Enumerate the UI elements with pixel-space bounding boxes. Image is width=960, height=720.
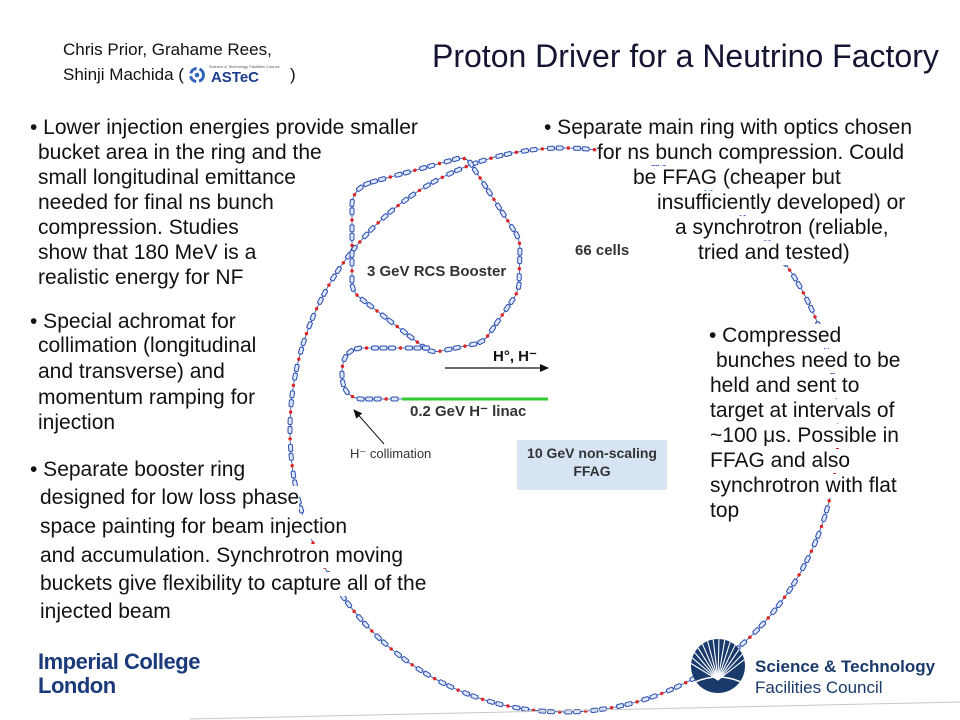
booster-magnet [517, 274, 521, 281]
ring-magnet [752, 627, 760, 635]
ring-magnet [306, 321, 312, 329]
booster-magnet [494, 318, 501, 326]
booster-marker [350, 244, 353, 247]
left-bullet-1-line: small longitudinal emittance [38, 166, 296, 189]
booster-marker [416, 340, 419, 343]
ring-magnet [674, 683, 682, 690]
ring-magnet [650, 693, 658, 699]
ffag-box [517, 440, 667, 490]
ring-magnet [321, 289, 328, 297]
left-bullet-3-line: space painting for beam injection [40, 515, 348, 538]
ring-magnet [301, 338, 307, 346]
ring-marker [481, 698, 484, 701]
collimation-label: H⁻ collimation [350, 446, 432, 461]
booster-marker [353, 193, 356, 196]
injection-magnet [340, 379, 345, 387]
ring-magnet [547, 146, 554, 150]
ring-magnet [800, 563, 807, 571]
ring-magnet [446, 170, 454, 177]
ring-magnet [758, 621, 766, 629]
ring-magnet [291, 471, 296, 479]
ring-magnet [599, 707, 607, 712]
injection-marker [384, 397, 387, 400]
ring-magnet [368, 225, 376, 233]
booster-magnet [356, 184, 364, 192]
ring-magnet [408, 192, 416, 199]
booster-marker [389, 175, 392, 178]
booster-magnet [407, 333, 415, 340]
ring-magnet [288, 427, 292, 434]
astec-name: ASTeC [210, 69, 260, 86]
right-bullet-1-line: insufficiently developed) or [657, 191, 906, 214]
ring-marker [684, 681, 687, 684]
right-bullet-2-line: • Compressed [709, 324, 842, 347]
booster-marker [518, 242, 521, 245]
ring-magnet [289, 453, 294, 460]
ring-marker [828, 499, 831, 502]
ring-magnet [431, 178, 439, 185]
injection-magnet [374, 397, 381, 401]
booster-magnet [427, 163, 435, 169]
imperial-logo-line-1: Imperial College [38, 649, 200, 674]
left-bullet-3-line: and accumulation. Synchrotron moving [40, 544, 404, 567]
ring-magnet [804, 297, 811, 305]
injection-marker [399, 346, 402, 349]
ring-marker [635, 700, 638, 703]
left-bullet-1-line: needed for final ns bunch [38, 191, 274, 214]
ring-magnet [530, 147, 537, 152]
booster-magnet [503, 304, 510, 312]
ring-marker [305, 332, 308, 335]
ring-marker [441, 176, 444, 179]
ring-magnet [808, 305, 815, 313]
booster-marker [396, 325, 399, 328]
ring-magnet [815, 531, 821, 539]
ring-magnet [462, 690, 470, 696]
injection-magnet [414, 346, 421, 350]
ring-marker [541, 147, 544, 150]
booster-magnet [350, 208, 354, 215]
booster-magnet [481, 181, 488, 189]
ring-marker [358, 240, 361, 243]
ring-magnet [573, 146, 580, 150]
slide-title: Proton Driver for a Neutrino Factory [432, 38, 939, 74]
booster-marker [501, 313, 504, 316]
ring-magnet [625, 701, 633, 707]
ring-magnet [786, 586, 793, 594]
ring-marker [433, 677, 436, 680]
right-bullet-2-line: bunches need to be [716, 349, 901, 372]
booster-magnet [516, 282, 521, 290]
ring-marker [291, 464, 294, 467]
booster-marker [518, 267, 521, 270]
ring-marker [810, 550, 813, 553]
ring-magnet [362, 231, 370, 239]
booster-marker [350, 218, 353, 221]
left-bullet-1-line: realistic energy for NF [38, 266, 244, 289]
ring-marker [411, 663, 414, 666]
booster-marker [350, 269, 353, 272]
injection-magnet [343, 387, 350, 395]
left-bullet-2-line: injection [38, 411, 116, 434]
ring-magnet [446, 683, 454, 690]
right-bullet-2-line: held and sent to [710, 374, 860, 397]
booster-magnet [400, 328, 408, 335]
ring-marker [390, 647, 393, 650]
ring-magnet [496, 701, 504, 707]
booster-marker [438, 162, 441, 165]
booster-magnet [350, 284, 356, 292]
ring-marker [813, 315, 816, 318]
ring-magnet [521, 148, 529, 153]
ring-marker [767, 616, 770, 619]
booster-magnet [469, 342, 477, 347]
ring-magnet [547, 710, 554, 714]
booster-marker [515, 292, 518, 295]
ring-magnet [804, 555, 811, 563]
booster-magnet [518, 248, 522, 255]
left-bullet-1-line: • Lower injection energies provide smaller [30, 116, 418, 139]
booster-magnet [360, 297, 368, 304]
booster-marker [463, 157, 466, 160]
booster-marker [492, 198, 495, 201]
injection-magnet [354, 346, 362, 351]
booster-marker [438, 350, 441, 353]
ring-marker [376, 221, 379, 224]
booster-magnet [386, 318, 394, 325]
ring-magnet [438, 679, 446, 686]
injection-marker [365, 346, 368, 349]
ring-marker [802, 291, 805, 294]
booster-magnet [366, 302, 374, 309]
booster-magnet [513, 231, 520, 239]
ring-magnet [288, 418, 292, 425]
ring-magnet [362, 621, 370, 629]
ring-magnet [479, 158, 487, 164]
booster-ring [350, 156, 522, 354]
booster-marker [478, 176, 481, 179]
ring-marker [288, 437, 291, 440]
astec-logo [185, 63, 289, 87]
ring-magnet [317, 297, 324, 305]
ring-marker [489, 157, 492, 160]
booster-marker [463, 344, 466, 347]
right-bullet-2-line: top [710, 499, 740, 522]
imperial-logo-line-2: London [38, 673, 116, 698]
injection-magnet [342, 354, 349, 362]
ring-marker [610, 706, 613, 709]
injection-magnet [391, 397, 398, 401]
ring-marker [315, 307, 318, 310]
left-bullet-3-line: • Separate booster ring [30, 458, 246, 481]
ring-magnet [381, 213, 389, 221]
beam-label: H°, H⁻ [493, 348, 537, 365]
ring-marker [820, 525, 823, 528]
booster-magnet [453, 345, 461, 350]
ring-marker [327, 283, 330, 286]
injection-magnet [346, 348, 354, 355]
ring-magnet [796, 281, 803, 289]
booster-magnet [380, 312, 388, 319]
ffag-box-line-1: 10 GeV non-scaling [527, 445, 657, 461]
ring-magnet [616, 703, 624, 708]
ring-marker [370, 629, 373, 632]
booster-magnet [363, 181, 371, 188]
ring-magnet [496, 153, 504, 159]
authors-line-2-prefix: Shinji Machida ( [63, 65, 184, 84]
ring-marker [783, 596, 786, 599]
injection-magnet [406, 346, 413, 350]
ring-magnet [374, 633, 382, 641]
ring-marker [748, 636, 751, 639]
left-bullet-1-line: bucket area in the ring and the [38, 141, 322, 164]
astec-swirl-icon [188, 66, 206, 84]
booster-magnet [472, 167, 479, 175]
ring-marker [465, 165, 468, 168]
booster-marker [355, 293, 358, 296]
ring-marker [352, 610, 355, 613]
ring-magnet [292, 373, 297, 381]
booster-magnet [495, 203, 502, 211]
ring-magnet [770, 607, 778, 615]
right-bullet-1-line: be FFAG (cheaper but [633, 166, 841, 189]
ring-magnet [335, 266, 342, 274]
ring-magnet [289, 400, 294, 407]
left-bullet-3-line: designed for low loss phase [40, 486, 300, 509]
ring-magnet [791, 273, 798, 281]
booster-magnet [486, 188, 493, 196]
ring-magnet [556, 146, 563, 150]
left-bullet-2-line: momentum ramping for [38, 386, 256, 409]
booster-magnet [350, 233, 354, 240]
right-bullet-1-line: • Separate main ring with optics chosen [544, 116, 913, 139]
injection-magnet [357, 397, 364, 402]
right-bullet-2-line: synchrotron with flat [710, 474, 897, 497]
booster-magnet [395, 172, 403, 178]
imperial-college-london-logo [38, 650, 200, 698]
booster-magnet [477, 338, 485, 345]
right-bullet-1-line: a synchrotron (reliable, [675, 216, 889, 239]
right-bullet-1-line: tried and tested) [698, 241, 850, 264]
ring-marker [506, 704, 509, 707]
ring-marker [593, 148, 596, 151]
ring-magnet [454, 167, 462, 173]
booster-magnet [378, 176, 386, 182]
ring-magnet [812, 539, 818, 547]
ring-magnet [294, 364, 299, 372]
ring-magnet [666, 687, 674, 693]
stfc-logo-line-2: Facilities Council [755, 678, 883, 697]
booster-magnet [350, 259, 354, 266]
stfc-logo-text [755, 656, 935, 698]
ring-magnet [487, 699, 495, 705]
astec-council-text: Science & Technology Facilities Council [208, 64, 280, 69]
left-bullet-3-line: injected beam [40, 600, 171, 623]
ring-marker [418, 189, 421, 192]
ring-magnet [401, 197, 409, 204]
collimation-arrow [354, 410, 384, 444]
injection-magnet [372, 346, 379, 350]
ring-marker [515, 151, 518, 154]
left-bullet-1-line: show that 180 MeV is a [38, 241, 257, 264]
booster-magnet [350, 276, 354, 283]
ring-magnet [641, 696, 649, 702]
ring-magnet [401, 656, 409, 663]
ring-marker [289, 410, 292, 413]
authors-line-2 [63, 63, 296, 87]
injection-line [340, 346, 430, 401]
injection-magnet [380, 346, 387, 350]
ring-marker [396, 204, 399, 207]
booster-marker [486, 334, 489, 337]
booster-magnet [508, 297, 515, 305]
booster-magnet [350, 250, 354, 257]
ring-marker [660, 692, 663, 695]
ring-magnet [290, 391, 295, 398]
ring-marker [567, 146, 570, 149]
stfc-logo-line-1: Science & Technology [755, 657, 936, 676]
left-bullet-2-line: collimation (longitudinal [38, 334, 257, 357]
ring-marker [292, 384, 295, 387]
ring-magnet [298, 347, 304, 355]
ring-marker [297, 358, 300, 361]
injection-marker [341, 365, 344, 368]
injection-magnet [423, 346, 430, 350]
injection-magnet [389, 346, 396, 350]
ring-magnet [394, 651, 402, 658]
ring-magnet [513, 705, 521, 710]
booster-magnet [500, 210, 507, 218]
right-bullet-1-line: for ns bunch compression. Could [597, 141, 904, 164]
booster-magnet [518, 257, 522, 264]
footer-divider-line [190, 702, 960, 719]
ring-magnet [423, 182, 431, 189]
booster-magnet [444, 158, 452, 164]
booster-magnet [489, 325, 496, 333]
booster-label: 3 GeV RCS Booster [367, 263, 507, 280]
injection-magnet [340, 371, 344, 378]
left-bullet-1-line: compression. Studies [38, 216, 239, 239]
booster-magnet [403, 170, 411, 176]
booster-marker [375, 309, 378, 312]
ring-magnet [387, 207, 395, 215]
right-bullet-2-line: target at intervals of [710, 399, 895, 422]
ring-magnet [824, 505, 830, 513]
booster-magnet [419, 165, 427, 171]
ring-marker [342, 261, 345, 264]
authors-line-2-suffix: ) [289, 65, 296, 84]
left-bullet-2-line: • Special achromat for [30, 310, 236, 333]
injection-marker [351, 395, 354, 398]
booster-magnet [452, 156, 460, 162]
ring-marker [456, 688, 459, 691]
ring-magnet [582, 147, 589, 152]
booster-magnet [509, 224, 516, 232]
ring-magnet [470, 693, 478, 699]
ring-magnet [521, 707, 529, 712]
ring-magnet [821, 514, 827, 522]
authors-line-1: Chris Prior, Grahame Rees, [63, 40, 272, 59]
injection-magnet [366, 397, 373, 401]
ring-magnet [356, 614, 364, 622]
ring-magnet [776, 600, 783, 608]
ring-magnet [345, 600, 352, 608]
ring-magnet [791, 578, 798, 586]
right-bullet-2-line: ~100 μs. Possible in [710, 424, 899, 447]
right-bullet-2-line: FFAG and also [710, 449, 851, 472]
ring-magnet [381, 639, 389, 647]
cells-label: 66 cells [575, 242, 630, 259]
ring-magnet [288, 444, 292, 451]
booster-marker [413, 169, 416, 172]
booster-magnet [445, 347, 453, 352]
ffag-box-line-2: FFAG [573, 463, 611, 479]
ring-magnet [330, 273, 337, 281]
linac-label: 0.2 GeV H⁻ linac [410, 403, 527, 420]
ring-magnet [310, 313, 316, 321]
ring-magnet [415, 666, 423, 673]
ring-magnet [504, 151, 512, 156]
ring-marker [797, 573, 800, 576]
left-bullet-2-line: and transverse) and [38, 360, 225, 383]
ring-magnet [423, 671, 431, 678]
booster-marker [506, 219, 509, 222]
booster-magnet [467, 160, 474, 168]
ring-marker [788, 268, 791, 271]
booster-magnet [350, 225, 354, 232]
left-bullet-3-line: buckets give flexibility to capture all of the [40, 572, 427, 595]
stfc-sunburst-icon [691, 639, 745, 693]
booster-magnet [350, 199, 355, 206]
injection-achromat-beamline [342, 348, 428, 399]
